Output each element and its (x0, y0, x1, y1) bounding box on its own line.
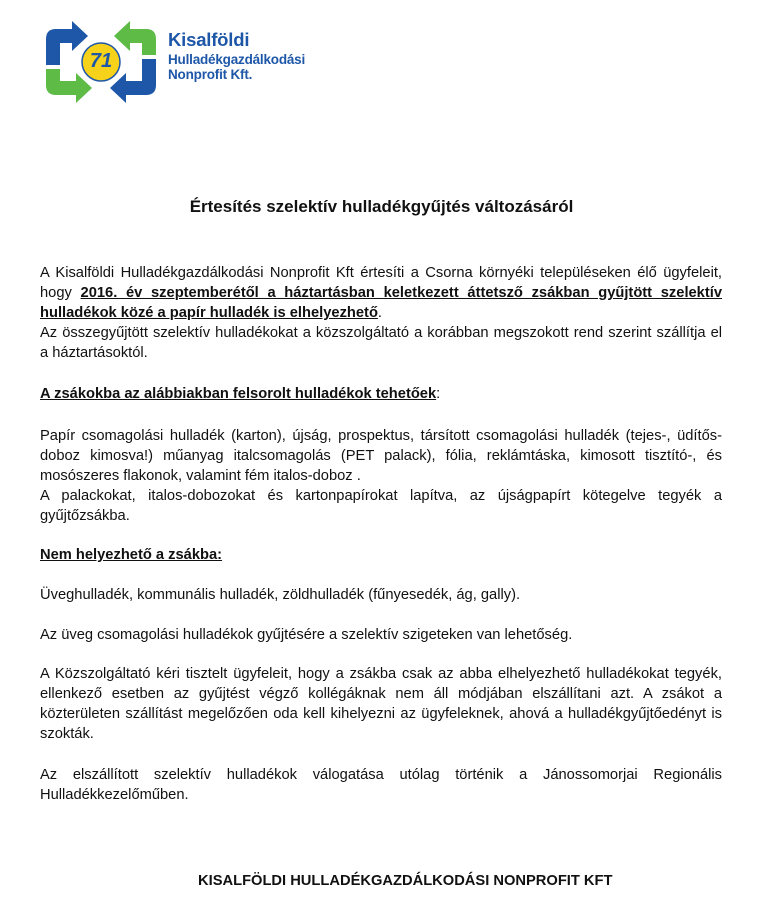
company-logo (42, 21, 332, 103)
logo-wordmark (168, 31, 305, 82)
allowed-heading (40, 384, 722, 404)
intro-highlight: 2016. év szeptemberétől a háztartásban keletkezett áttetsző zsákban gyűjtött szelektív hulladékok közé a papír hulladék is elhelyezhető (40, 285, 722, 321)
allowed-note: A palackokat, italos-dobozokat és kartonpapírokat lapítva, az újságpapírt kötegelve tegyék a gyűjtőzsákba. (40, 488, 722, 524)
not-allowed-heading-block (40, 545, 722, 565)
logo-line-3: Nonprofit Kft. (168, 67, 253, 82)
not-allowed-section (40, 585, 722, 605)
signature: KISALFÖLDI HULLADÉKGAZDÁLKODÁSI NONPROFIT KFT (198, 873, 613, 889)
logo-line-1: Kisalföldi (168, 29, 250, 50)
intro-text: A Kisalföldi Hulladékgazdálkodási Nonprofit Kft értesíti a Csorna környéki településeken élő ügyfeleit, hogy (40, 265, 722, 301)
allowed-list: Papír csomagolási hulladék (karton), újság, prospektus, társított csomagolási hulladék (tejes-, üdítős-doboz kimosva!) műanyag italcsomagolás (PET palack), fólia, reklámtáska, kimosott tisztító-, és mosószeres flakonok, valamint fém italos-doboz . (40, 428, 722, 484)
allowed-heading-colon: : (436, 386, 441, 402)
sorting-section (40, 765, 722, 805)
transport-paragraph: Az összegyűjtött szelektív hulladékokat a közszolgáltató a korábban megszokott rend szerint szállítja el a háztartásoktól. (40, 325, 722, 361)
not-allowed-heading-text: Nem helyezhető a zsákba: (40, 547, 223, 563)
page-title: Értesítés szelektív hulladékgyűjtés változásáról (189, 197, 574, 216)
intro-paragraph (40, 263, 722, 323)
not-allowed-heading (40, 545, 722, 565)
logo-line-2: Hulladékgazdálkodási (168, 51, 306, 67)
request-paragraph: A Közszolgáltató kéri tisztelt ügyfeleit, hogy a zsákba csak az abba elhelyezhető hulladékokat tegyék, ellenkező esetben az gyűjtést végző kollégáknak nem áll módjában elszállítani azt. A zsákot a közterületen szállítást megelőzően oda kell kihelyezni az ügyfeleknek, ahová a hulladékgyűjtőedényt is szokták. (40, 666, 722, 742)
glass-note: Az üveg csomagolási hulladékok gyűjtésére a szelektív szigeteken van lehetőség. (40, 627, 573, 643)
not-allowed-list: Üveghulladék, kommunális hulladék, zöldhulladék (fűnyesedék, ág, gally). (40, 587, 521, 603)
request-section (40, 664, 722, 744)
intro-end: . (377, 305, 383, 321)
intro-section (40, 263, 722, 363)
glass-section (40, 625, 722, 645)
allowed-section (40, 426, 722, 526)
allowed-heading-block (40, 384, 722, 404)
sorting-note: Az elszállított szelektív hulladékok válogatása utólag történik a Jánossomorjai Regionális Hulladékkezelőműben. (40, 767, 722, 803)
allowed-heading-text: A zsákokba az alábbiakban felsorolt hulladékok tehetőek (40, 386, 437, 402)
logo-number: 71 (89, 50, 113, 72)
